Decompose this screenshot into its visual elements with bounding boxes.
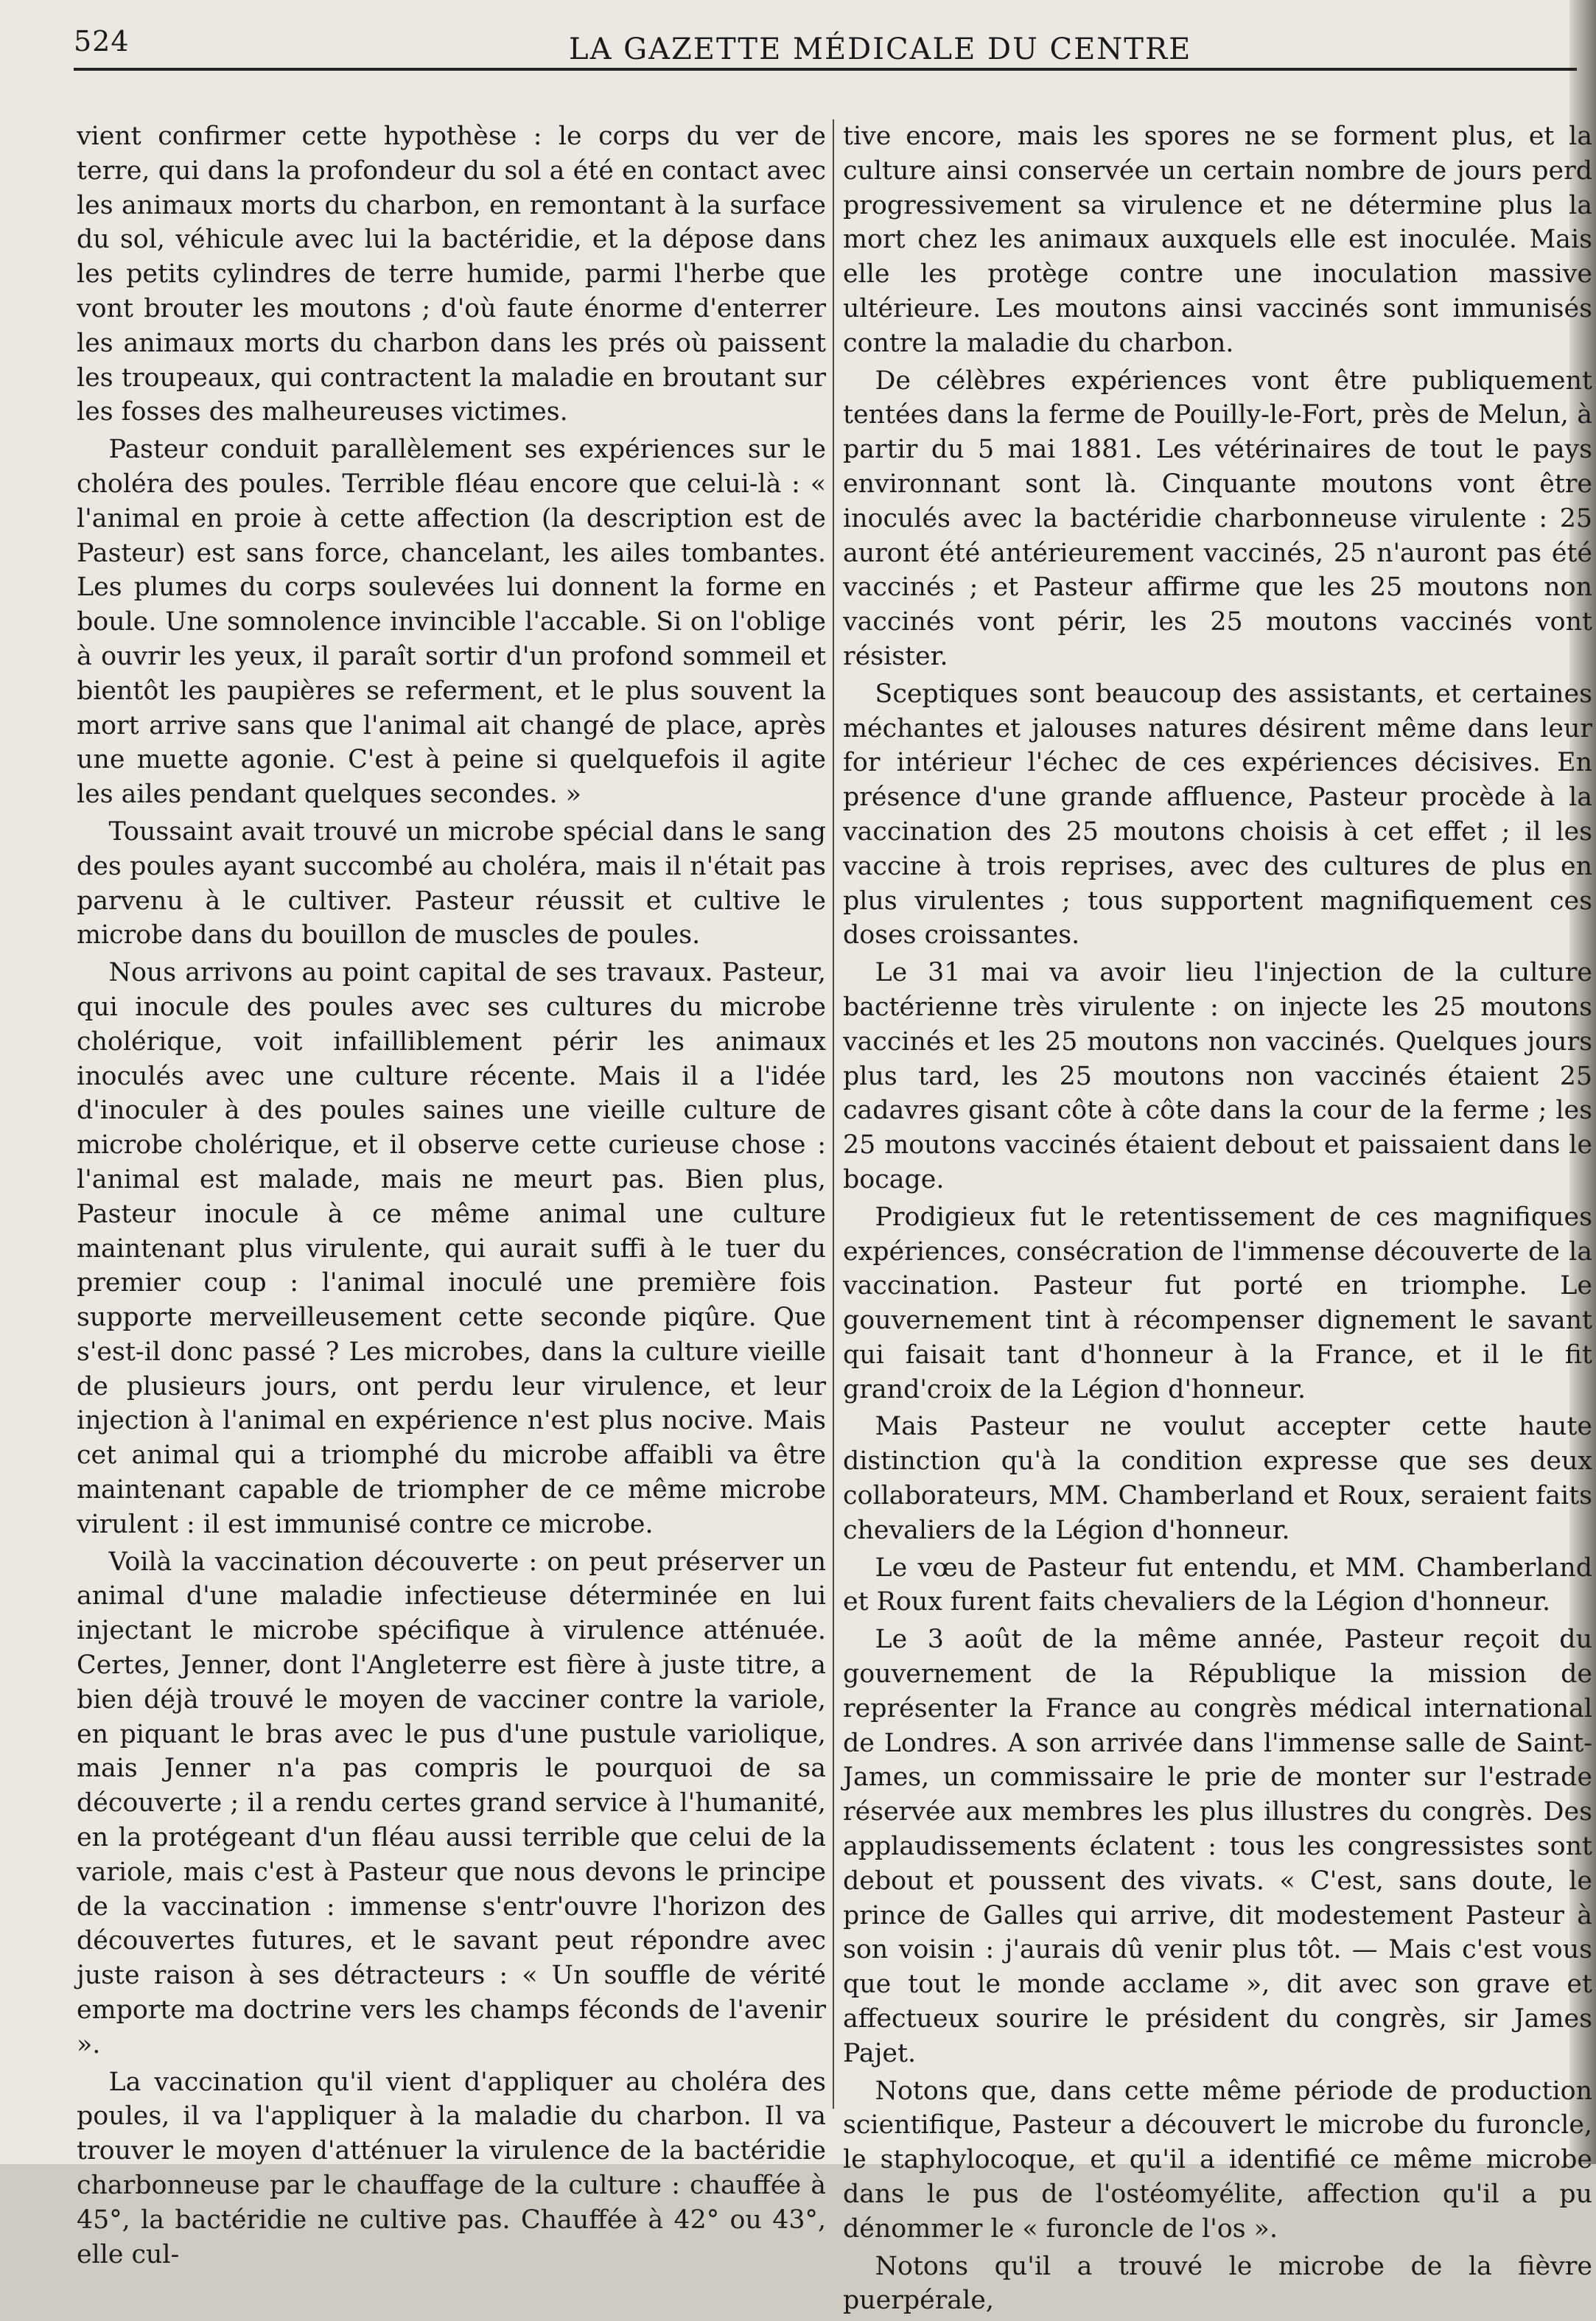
page-number: 524	[74, 25, 130, 57]
paragraph: Le 3 août de la même année, Pasteur reçoit du gouvernement de la République la mission de représenter la France au congrès médical international de Londres. A son arrivée dans l'immense salle de Saint-James, un commissaire le prie de monter sur l'estrade réservée aux membres les plus illustres du congrès. Des applaudissements éclatent : tous les congressistes sont debout et poussent des vivats. « C'est, sans doute, le prince de Galles qui arrive, dit modestement Pasteur à son voisin : j'aurais dû venir plus tôt. — Mais c'est vous que tout le monde acclame », dit avec son grave et affectueux sourire le président du congrès, sir James Pajet.	[843, 1625, 1592, 2068]
page-header	[74, 22, 1577, 74]
paragraph: Notons que, dans cette même période de production scientifique, Pasteur a découvert le microbe du furoncle, le staphylocoque, et qu'il a identifié ce même microbe dans le pus de l'ostéomyélite, affection qu'il a pu dénommer le « furoncle de l'os ».	[843, 2076, 1592, 2244]
paragraph: tive encore, mais les spores ne se forment plus, et la culture ainsi conservée un certain nombre de jours perd progressivement sa virulence et ne détermine plus la mort chez les animaux auxquels elle est inoculée. Mais elle les protège contre une inoculation massive ultérieure. Les moutons ainsi vaccinés sont immunisés contre la maladie du charbon.	[843, 122, 1592, 358]
paragraph: Nous arrivons au point capital de ses travaux. Pasteur, qui inocule des poules avec ses cultures du microbe cholérique, voit infailliblement périr les animaux inoculés avec une culture récente. Mais il a l'idée d'inoculer à des poules saines une vieille culture de microbe cholérique, et il observe cette curieuse chose : l'animal est malade, mais ne meurt pas. Bien plus, Pasteur inocule à ce même animal une culture maintenant plus virulente, qui aurait suffi à le tuer du premier coup : l'animal inoculé une première fois supporte merveilleusement cette seconde piqûre. Que s'est-il donc passé ? Les microbes, dans la culture vieille de plusieurs jours, ont perdu leur virulence, et leur injection à l'animal en expérience n'est plus nocive. Mais cet animal qui a triomphé du microbe affaibli va être maintenant capable de triompher de ce même microbe virulent : il est immunisé contre ce microbe.	[77, 958, 826, 1539]
column-divider	[833, 119, 834, 2109]
paragraph: Pasteur conduit parallèlement ses expériences sur le choléra des poules. Terrible fléau encore que celui-là : « l'animal en proie à cette affection (la description est de Pasteur) est sans force, chancelant, les ailes tombantes. Les plumes du corps soulevées lui donnent la forme en boule. Une somnolence invincible l'accable. Si on l'oblige à ouvrir les yeux, il paraît sortir d'un profond sommeil et bientôt les paupières se referment, et le plus souvent la mort arrive sans que l'animal ait changé de place, après une muette agonie. C'est à peine si quelquefois il agite les ailes pendant quelques secondes. »	[77, 435, 826, 810]
header-rule	[74, 68, 1577, 71]
paragraph: Mais Pasteur ne voulut accepter cette haute distinction qu'à la condition expresse que ses deux collaborateurs, MM. Chamberland et Roux, seraient faits chevaliers de la Légion d'honneur.	[843, 1412, 1592, 1545]
right-column	[843, 119, 1592, 2321]
left-column	[77, 119, 826, 2275]
paragraph: De célèbres expériences vont être publiquement tentées dans la ferme de Pouilly-le-Fort, près de Melun, à partir du 5 mai 1881. Les vétérinaires de tout le pays environnant sont là. Cinquante moutons vont être inoculés avec la bactéridie charbonneuse virulente : 25 auront été antérieurement vaccinés, 25 n'auront pas été vaccinés ; et Pasteur affirme que les 25 moutons non vaccinés vont périr, les 25 moutons vaccinés vont résister.	[843, 365, 1592, 671]
paragraph: La vaccination qu'il vient d'appliquer au choléra des poules, il va l'appliquer à la maladie du charbon. Il va trouver le moyen d'atténuer la virulence de la bactéridie charbonneuse par le chauffage de la culture : chauffée à 45°, la bactéridie ne cultive pas. Chauffée à 42° ou 43°, elle cul-	[77, 2067, 826, 2269]
paragraph: Sceptiques sont beaucoup des assistants, et certaines méchantes et jalouses natures désirent même dans leur for intérieur l'échec de ces expériences décisives. En présence d'une grande affluence, Pasteur procède à la vaccination des 25 moutons choisis à cet effet ; il les vaccine à trois reprises, avec des cultures de plus en plus virulentes ; tous supportent magnifiquement ces doses croissantes.	[843, 679, 1592, 951]
paragraph: Prodigieux fut le retentissement de ces magnifiques expériences, consécration de l'immense découverte de la vaccination. Pasteur fut porté en triomphe. Le gouvernement tint à récompenser dignement le savant qui faisait tant d'honneur à la France, et il le fit grand'croix de la Légion d'honneur.	[843, 1202, 1592, 1404]
paragraph: Toussaint avait trouvé un microbe spécial dans le sang des poules ayant succombé au choléra, mais il n'était pas parvenu à le cultiver. Pasteur réussit et cultive le microbe dans du bouillon de muscles de poules.	[77, 816, 826, 951]
paragraph: Le 31 mai va avoir lieu l'injection de la culture bactérienne très virulente : on injecte les 25 moutons vaccinés et les 25 moutons non vaccinés. Quelques jours plus tard, les 25 moutons non vaccinés étaient 25 cadavres gisant côte à côte dans la cour de la ferme ; les 25 moutons vaccinés étaient debout et paissaient dans le bocage.	[843, 958, 1592, 1194]
running-title: LA GAZETTE MÉDICALE DU CENTRE	[569, 32, 1192, 66]
paragraph: Le vœu de Pasteur fut entendu, et MM. Chamberland et Roux furent faits chevaliers de la Légion d'honneur.	[843, 1552, 1592, 1617]
paragraph: Notons qu'il a trouvé le microbe de la fièvre puerpérale,	[843, 2251, 1592, 2316]
paragraph: vient confirmer cette hypothèse : le corps du ver de terre, qui dans la profondeur du sol a été en contact avec les animaux morts du charbon, en remontant à la surface du sol, véhicule avec lui la bactéridie, et la dépose dans les petits cylindres de terre humide, parmi l'herbe que vont brouter les moutons ; d'où faute énorme d'enterrer les animaux morts du charbon dans les prés où paissent les troupeaux, qui contractent la maladie en broutant sur les fosses des malheureuses victimes.	[77, 122, 826, 427]
paragraph: Voilà la vaccination découverte : on peut préserver un animal d'une maladie infectieuse déterminée en lui injectant le microbe spécifique à virulence atténuée. Certes, Jenner, dont l'Angleterre est fière à juste titre, a bien déjà trouvé le moyen de vacciner contre la variole, en piquant le bras avec le pus d'une pustule variolique, mais Jenner n'a pas compris le pourquoi de sa découverte ; il a rendu certes grand service à l'humanité, en la protégeant d'un fléau aussi terrible que celui de la variole, mais c'est à Pasteur que nous devons le principe de la vaccination : immense s'entr'ouvre l'horizon des découvertes futures, et le savant peut répondre avec juste raison à ses détracteurs : « Un souffle de vérité emporte ma doctrine vers les champs féconds de l'avenir ».	[77, 1547, 826, 2059]
